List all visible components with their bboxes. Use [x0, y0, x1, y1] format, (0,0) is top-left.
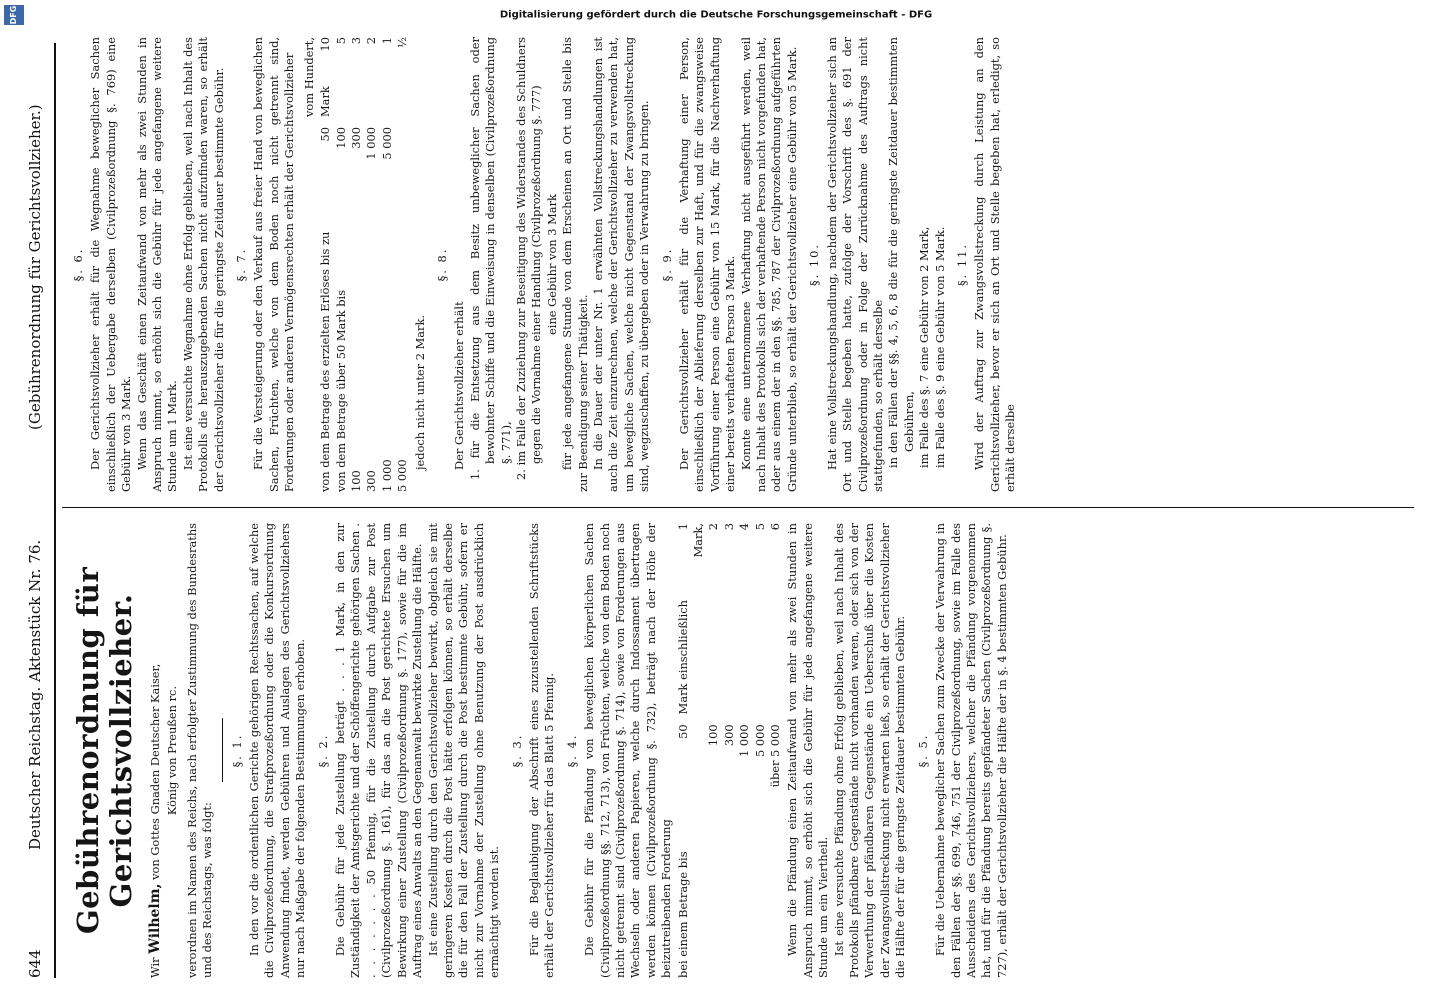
header-rule — [54, 43, 56, 978]
list-item: 1. für die Entsetzung aus dem Besitz unbeweglicher Sachen oder bewohnter Schiffe und die Einweisung in denselben (Civilprozeßordnung §. 771), — [467, 37, 513, 480]
section-text: Konnte eine unternommene Verhaftung nicht ausgeführt werden, weil nach Inhalt des Protokolls sich der verhaftende Person nicht vorgefunden hat, oder aus einem der in den §§. 785, 787 der Civilprozeßordnung aufgeführten Gründe unterblieb, so erhält der Gerichtsvollzieher eine Gebühr von 5 Mark. — [738, 37, 799, 492]
table-row: 1 000 4 — [737, 523, 752, 757]
list-item: im Falle des §. 9 eine Gebühr von 5 Mark. — [932, 226, 947, 468]
list-item: in den Fällen der §§. 4, 5, 6, 8 die für die geringste Zeitdauer bestimmten Gebühren, — [886, 37, 916, 468]
section-text: Wenn die Pfändung einen Zeitaufwand von mehr als zwei Stunden in Anspruch nimmt, so erhöht sich die Gebühr für jede angefangene weitere Stunde um ein Viertheil. — [785, 523, 831, 978]
table-row: 5 000 5 — [752, 523, 767, 757]
section-text: Ist eine versuchte Pfändung ohne Erfolg geblieben, weil nach Inhalt des Protokolls pfändbare Gegenstände nicht vorhanden waren, oder sich von der Verwerthung der pfändbaren Gegenstände ein Ueberschuß über die Kosten der Zwangsvollstreckung nicht erwarten ließ, so erhält der Gerichtsvollzieher die Hälfte der für die geringste Zeitdauer bestimmten Gebühr. — [831, 523, 908, 978]
section-text: Wenn das Geschäft einen Zeitaufwand von mehr als zwei Stunden in Anspruch nimmt, so erhöht sich die Gebühr für jede angefangene weitere Stunde um 1 Mark. — [134, 37, 180, 492]
table-row: von dem Betrage des erzielten Erlöses bis zu 50 Mark 10 — [318, 37, 333, 492]
section-text: Ist eine versuchte Wegnahme ohne Erfolg geblieben, weil nach Inhalt des Protokolls die herauszugebenden Sachen nicht aufzufinden waren, so erhält der Gerichtsvollzieher die für die geringste Zeitdauer bestimmte Gebühr. — [180, 37, 226, 492]
section-text: Der Gerichtsvollzieher erhält für die Wegnahme beweglicher Sachen einschließlich der Uebergabe derselben (Civilprozeßordnung §. 769) eine Gebühr von 3 Mark. — [88, 37, 134, 492]
right-column — [64, 37, 1414, 492]
section-text: Die Gebühr für die Pfändung von beweglichen körperlichen Sachen (Civilprozeßordnung §§. 712, 713), von Früchten, welche von dem Boden noch nicht getrennt sind (Civilprozeßordnung §. 714), sowie von Forderungen aus Wechseln oder anderen Papieren, welche durch Indossament übertragen werden können (Civilprozeßordnung §. 732), beträgt nach der Höhe der beizutreibenden Forderung — [582, 523, 674, 978]
section-text: für jede angefangene Stunde von dem Erscheinen an Ort und Stelle bis zur Beendigung seiner Thätigkeit. — [560, 37, 590, 492]
intro-line-2: König von Preußen rc. — [165, 685, 180, 816]
running-title: (Gebührenordnung für Gerichtsvollzieher.) — [26, 104, 44, 430]
section-heading: §. 7. — [234, 247, 249, 282]
section-text: Wird der Auftrag zur Zwangsvollstreckung durch Leistung an den Gerichtsvollzieher, bevor er sich an Ort und Stelle begeben hat, erledigt, so erhält derselbe — [972, 37, 1018, 492]
section-text: Hat eine Vollstreckungshandlung, nachdem der Gerichtsvollzieher sich an Ort und Stelle begeben hatte, zufolge der Vorschrift des §. 691 der Civilprozeßordnung oder in Folge der Zurücknahme des Auftrags nicht stattgefunden, so erhält derselbe — [824, 37, 885, 492]
left-column — [64, 523, 1414, 978]
document-reference: Aktenstück Nr. 76. — [26, 539, 44, 682]
digitization-note — [0, 3, 1432, 27]
section-heading: §. 1. — [229, 733, 244, 768]
section-text: jedoch nicht unter 2 Mark. — [412, 315, 427, 470]
section-text: In die Dauer der unter Nr. 1 erwähnten Vollstreckungshandlungen ist auch die Zeit einzurechnen, welche der Gerichtsvollzieher zu verwenden hat, um bewegliche Sachen, welche nicht Gegenstand der Zwangsvollstreckung sind, wegzuschaffen, zu übergeben oder in Verwahrung zu bringen. — [591, 37, 652, 492]
section-text: Für die Uebernahme beweglicher Sachen zum Zwecke der Verwahrung in den Fällen der §§. 699, 746, 751 der Civilprozeßordnung, sowie im Falle des Ausscheidens des Gerichtsvollziehers, welcher die Pfändung vorgenommen hat, und für die Pfändung bereits gepfändeter Sachen (Civilprozeßordnung §. 727), erhält der Gerichtsvollzieher die Hälfte der in §. 4 bestimmten Gebühr. — [933, 523, 1009, 978]
section-text: In den vor die ordentlichen Gerichte gehörigen Rechtssachen, auf welche die Civilprozeßordnung, die Strafprozeßordnung oder die Konkursordnung Anwendung findet, werden Gebühren und Auslagen des Gerichtsvollziehers nur nach Maßgabe der folgenden Bestimmungen erhoben. — [247, 523, 308, 978]
document-title: Gebührenordnung für Gerichtsvollzieher. — [71, 566, 138, 935]
dfg-logo-icon: DFG — [4, 5, 24, 25]
emperor-name: Wilhelm, — [147, 883, 163, 954]
section-heading: §. 8. — [434, 247, 449, 282]
section-text: Der Gerichtsvollzieher erhält für die Verhaftung einer Person, einschließlich der Ablieferung derselben zur Haft, und für die zwangsweise Vorführung einer Person eine Gebühr von 15 Mark, für die Nachverhaftung einer bereits verhafteten Person 3 Mark. — [677, 37, 738, 492]
table-row: 300 1 000 2 — [364, 37, 379, 492]
table-row: über 5 000 6 — [768, 523, 783, 788]
table-row: bei einem Betrage bis 50 Mark einschließlich 1 Mark, — [675, 523, 705, 978]
column-rule — [62, 507, 1414, 508]
page-header — [26, 43, 48, 978]
section-heading: §. 11. — [954, 242, 969, 287]
section-text: Für die Versteigerung oder den Verkauf aus freier Hand von beweglichen Sachen, Früchten, welche von dem Boden noch nicht getrennt sind, Forderungen oder anderen Vermögensrechten erhält der Gerichtsvollzieher — [251, 37, 297, 492]
section-heading: §. 4. — [564, 733, 579, 768]
section-text: Ist eine Zustellung durch den Gerichtsvollzieher bewirkt, obgleich sie mit geringeren Kosten durch die Post hätte erfolgen können, so erhält derselbe die für den Fall der Zustellung durch die Post bestimmte Gebühr, sofern er nicht zur Vornahme der Zustellung ohne Benutzung der Post ausdrücklich ermächtigt worden ist. — [425, 523, 502, 978]
table-unit-label: vom Hundert, — [301, 37, 316, 117]
fee-table — [676, 523, 784, 978]
section-heading: §. 3. — [509, 733, 524, 768]
list-item: 2. im Falle der Zuziehung zur Beseitigung des Widerstandes des Schuldners gegen die Vornahme einer Handlung (Civilprozeßordnung §. 777) — [513, 37, 544, 480]
section-heading: §. 2. — [315, 733, 330, 768]
proceeds-table — [318, 37, 410, 492]
intro-line-3: verordnen im Namen des Reichs, nach erfolgter Zustimmung des Bundesraths und des Reichstags, was folgt: — [184, 523, 215, 978]
publication-name: Deutscher Reichstag. — [26, 686, 44, 850]
section-heading: §. 9. — [659, 247, 674, 282]
digitization-credit: Digitalisierung gefördert durch die Deutsche Forschungsgemeinschaft - DFG — [499, 9, 933, 21]
table-row: 100 300 3 — [348, 37, 363, 492]
document-page — [0, 35, 1432, 1000]
section-text: Für die Beglaubigung der Abschrift eines zuzustellenden Schriftstücks erhält der Gerichtsvollzieher für das Blatt 5 Pfennig. — [526, 523, 557, 978]
table-row: 100 2 — [706, 523, 721, 747]
section-heading: §. 6. — [71, 247, 85, 282]
intro-line-1: Wir Wilhelm, von Gottes Gnaden Deutscher Kaiser, — [147, 663, 163, 978]
table-row: von dem Betrage über 50 Mark bis 100 5 — [333, 37, 348, 492]
table-row: 1 000 5 000 1 — [379, 37, 394, 492]
page-number: 644 — [26, 949, 44, 978]
table-row: 5 000 ½ — [395, 37, 410, 492]
section-heading: §. 10. — [807, 242, 822, 287]
title-divider — [222, 719, 223, 783]
section-text: Der Gerichtsvollzieher erhält — [452, 301, 467, 470]
section-heading: §. 5. — [915, 733, 930, 768]
list-item: im Falle des §. 7 eine Gebühr von 2 Mark, — [917, 226, 932, 468]
section-text: Die Gebühr für jede Zustellung beträgt . . . 1 Mark, in den zur Zuständigkeit der Amtsgerichte und der Schöffengerichte gehörigen Sachen . . . . . . . . 50 Pfennig, für die Zustellung durch Aufgabe zur Post (Civilprozeßordnung §. 161), für das an die Post gerichtete Ersuchen um Bewirkung einer Zustellung (Civilprozeßordnung §. 177), sowie für die im Auftrag eines Anwalts an den Gegenanwalt bewirkte Zustellung die Hälfte. — [333, 523, 425, 978]
table-row: 300 3 — [721, 523, 736, 747]
section-text: eine Gebühr von 3 Mark — [544, 194, 559, 335]
